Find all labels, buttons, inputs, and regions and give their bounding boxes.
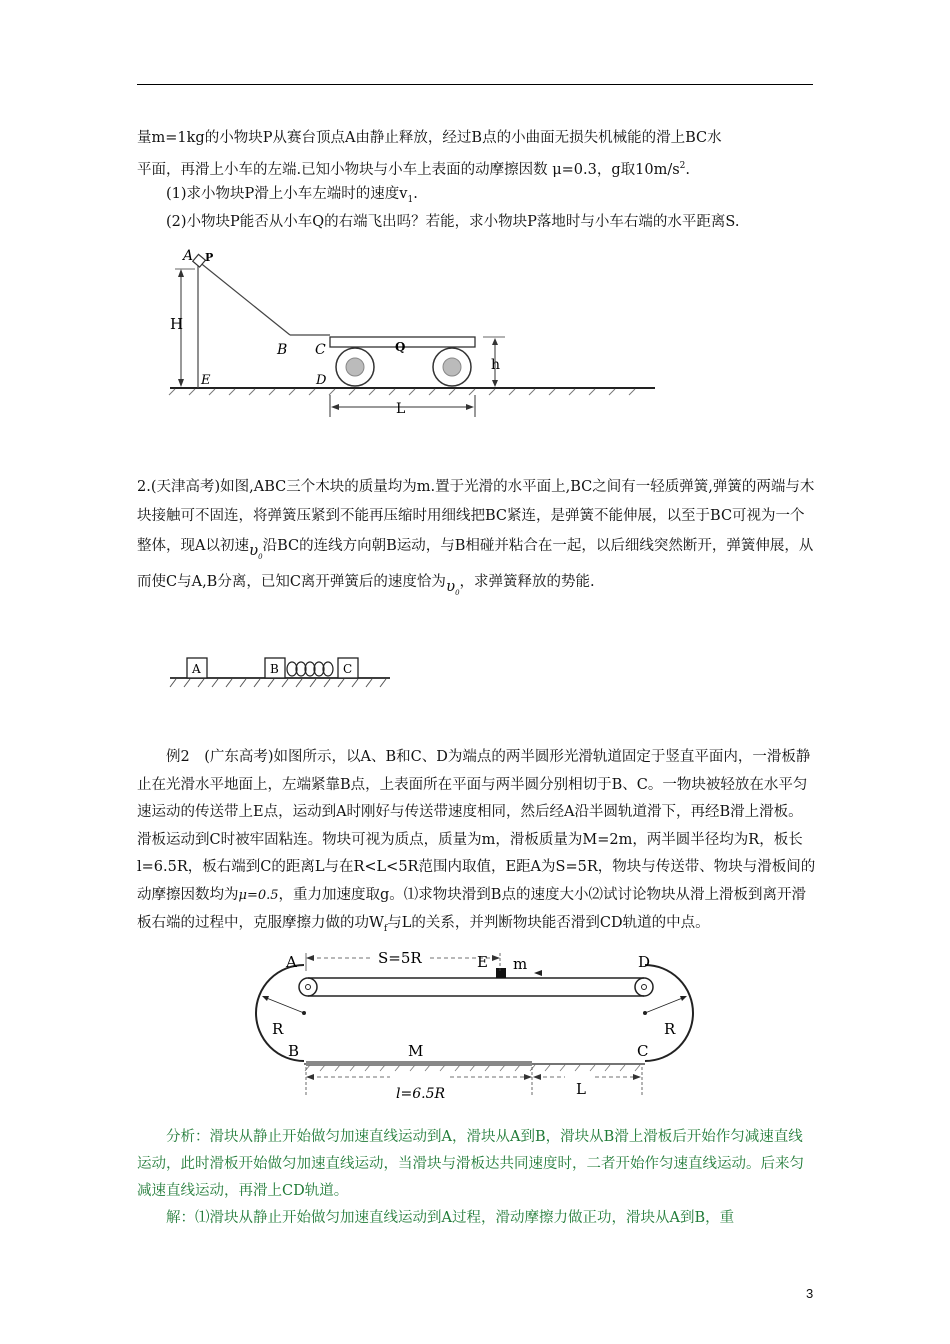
block-C-label: C [343, 662, 353, 676]
header-rule [137, 84, 813, 85]
mu-value: μ=0.5 [238, 887, 279, 903]
label-D: D [316, 373, 327, 388]
label-A: A [183, 248, 194, 264]
distance-label-S: S=5R [378, 949, 422, 967]
v0-symbol: $\upsilon_0$ [445, 577, 460, 597]
block-label-m: m [513, 955, 528, 973]
figure-ramp-cart [165, 245, 660, 425]
problem2-text: 2.(天津高考)如图,ABC三个木块的质量均为m.置于光滑的水平面上,BC之间有一轻质弹簧,弹簧的两端与木块接触可不固连，将弹簧压紧到不能再压缩时用细线把BC紧连，是弹簧不能伸展，以至于BC可视为一个整体，现A以初速$\upsilon_0$沿BC的连线方向朝B运动，与B相碰并粘合在一起，以后细线突然断开，弹簧伸展，从而使C与A,B分离，已知C离开弹簧后的速度恰为$\upsilon_0$，求弹簧释放的势能. [137, 473, 817, 603]
board-label-M: M [408, 1042, 424, 1060]
track-label-D: D [638, 953, 651, 971]
figure-belt-tracks [250, 947, 710, 1107]
problem1-line1: 量m=1kg的小物块P从赛台顶点A由静止释放，经过B点的小曲面无损失机械能的滑上BC水 [137, 130, 722, 146]
label-B: B [277, 342, 288, 358]
label-E: E [201, 373, 211, 388]
distance-label-L: L [576, 1080, 586, 1098]
point-label-E: E [477, 953, 488, 971]
label-C: C [315, 342, 326, 358]
radius-label-right: R [664, 1020, 676, 1038]
label-Q: Q [395, 340, 406, 354]
label-H: H [170, 315, 184, 333]
problem1-line2: 平面，再滑上小车的左端.已知小物块与小车上表面的动摩擦因数 μ=0.3，g取$10m/s^2$. [137, 161, 691, 178]
block-B-label: B [270, 662, 279, 676]
block-A-label: A [192, 662, 201, 676]
label-L: L [396, 401, 406, 417]
track-label-A: A [286, 953, 297, 971]
solution-text: 解：⑴滑块从静止开始做匀加速直线运动到A过程，滑动摩擦力做正功，滑块从A到B，重 [166, 1210, 735, 1226]
v0-symbol: $\upsilon_0$ [248, 541, 263, 561]
problem1-question2: (2)小物块P能否从小车Q的右端飞出吗？若能，求小物块P落地时与小车右端的水平距离S. [166, 214, 740, 230]
example2-text: 例2 (广东高考)如图所示，以A、B和C、D为端点的两半圆形光滑轨道固定于竖直平面内，一滑板静止在光滑水平地面上，左端紧靠B点，上表面所在平面与两半圆分别相切于B、C。一物块被轻放在水平匀速运动的传送带上E点，运动到A时刚好与传送带速度相同，然后经A沿半圆轨道滑下，再经B滑上滑板。滑板运动到C时被牢固粘连。物块可视为质点，质量为m，滑板质量为M=2m，两半圆半径均为R，板长l=6.5R，板右端到C的距离L与在R<L<5R范围内取值，E距A为S=5R，物块与传送带、物块与滑板间的动摩擦因数均为μ=0.5，重力加速度取g。⑴求物块滑到B点的速度大小⑵试讨论物块从滑上滑板到离开滑板右端的过程中，克服摩擦力做的功$W_f$与L的关系，并判断物块能否滑到CD轨道的中点。 [137, 749, 816, 934]
analysis-text: 分析：滑块从静止开始做匀加速直线运动到A，滑块从A到B，滑块从B滑上滑板后开始作匀减速直线运动，此时滑板开始做匀加速直线运动，当滑块与滑板达共同速度时，二者开始作匀速直线运动。后来匀减速直线运动，再滑上CD轨道。 [137, 1129, 804, 1199]
track-label-B: B [288, 1042, 300, 1060]
track-label-C: C [637, 1042, 649, 1060]
spring-icon [287, 662, 333, 676]
figure-blocks-spring [168, 650, 393, 692]
label-P: P [205, 251, 214, 264]
page-number: 3 [806, 1286, 814, 1301]
problem1-question1: (1)求小物块P滑上小车左端时的速度$v_1$. [166, 186, 418, 205]
label-h: h [491, 357, 501, 373]
radius-label-left: R [272, 1020, 284, 1038]
board-length-label: l=6.5R [396, 1086, 446, 1102]
